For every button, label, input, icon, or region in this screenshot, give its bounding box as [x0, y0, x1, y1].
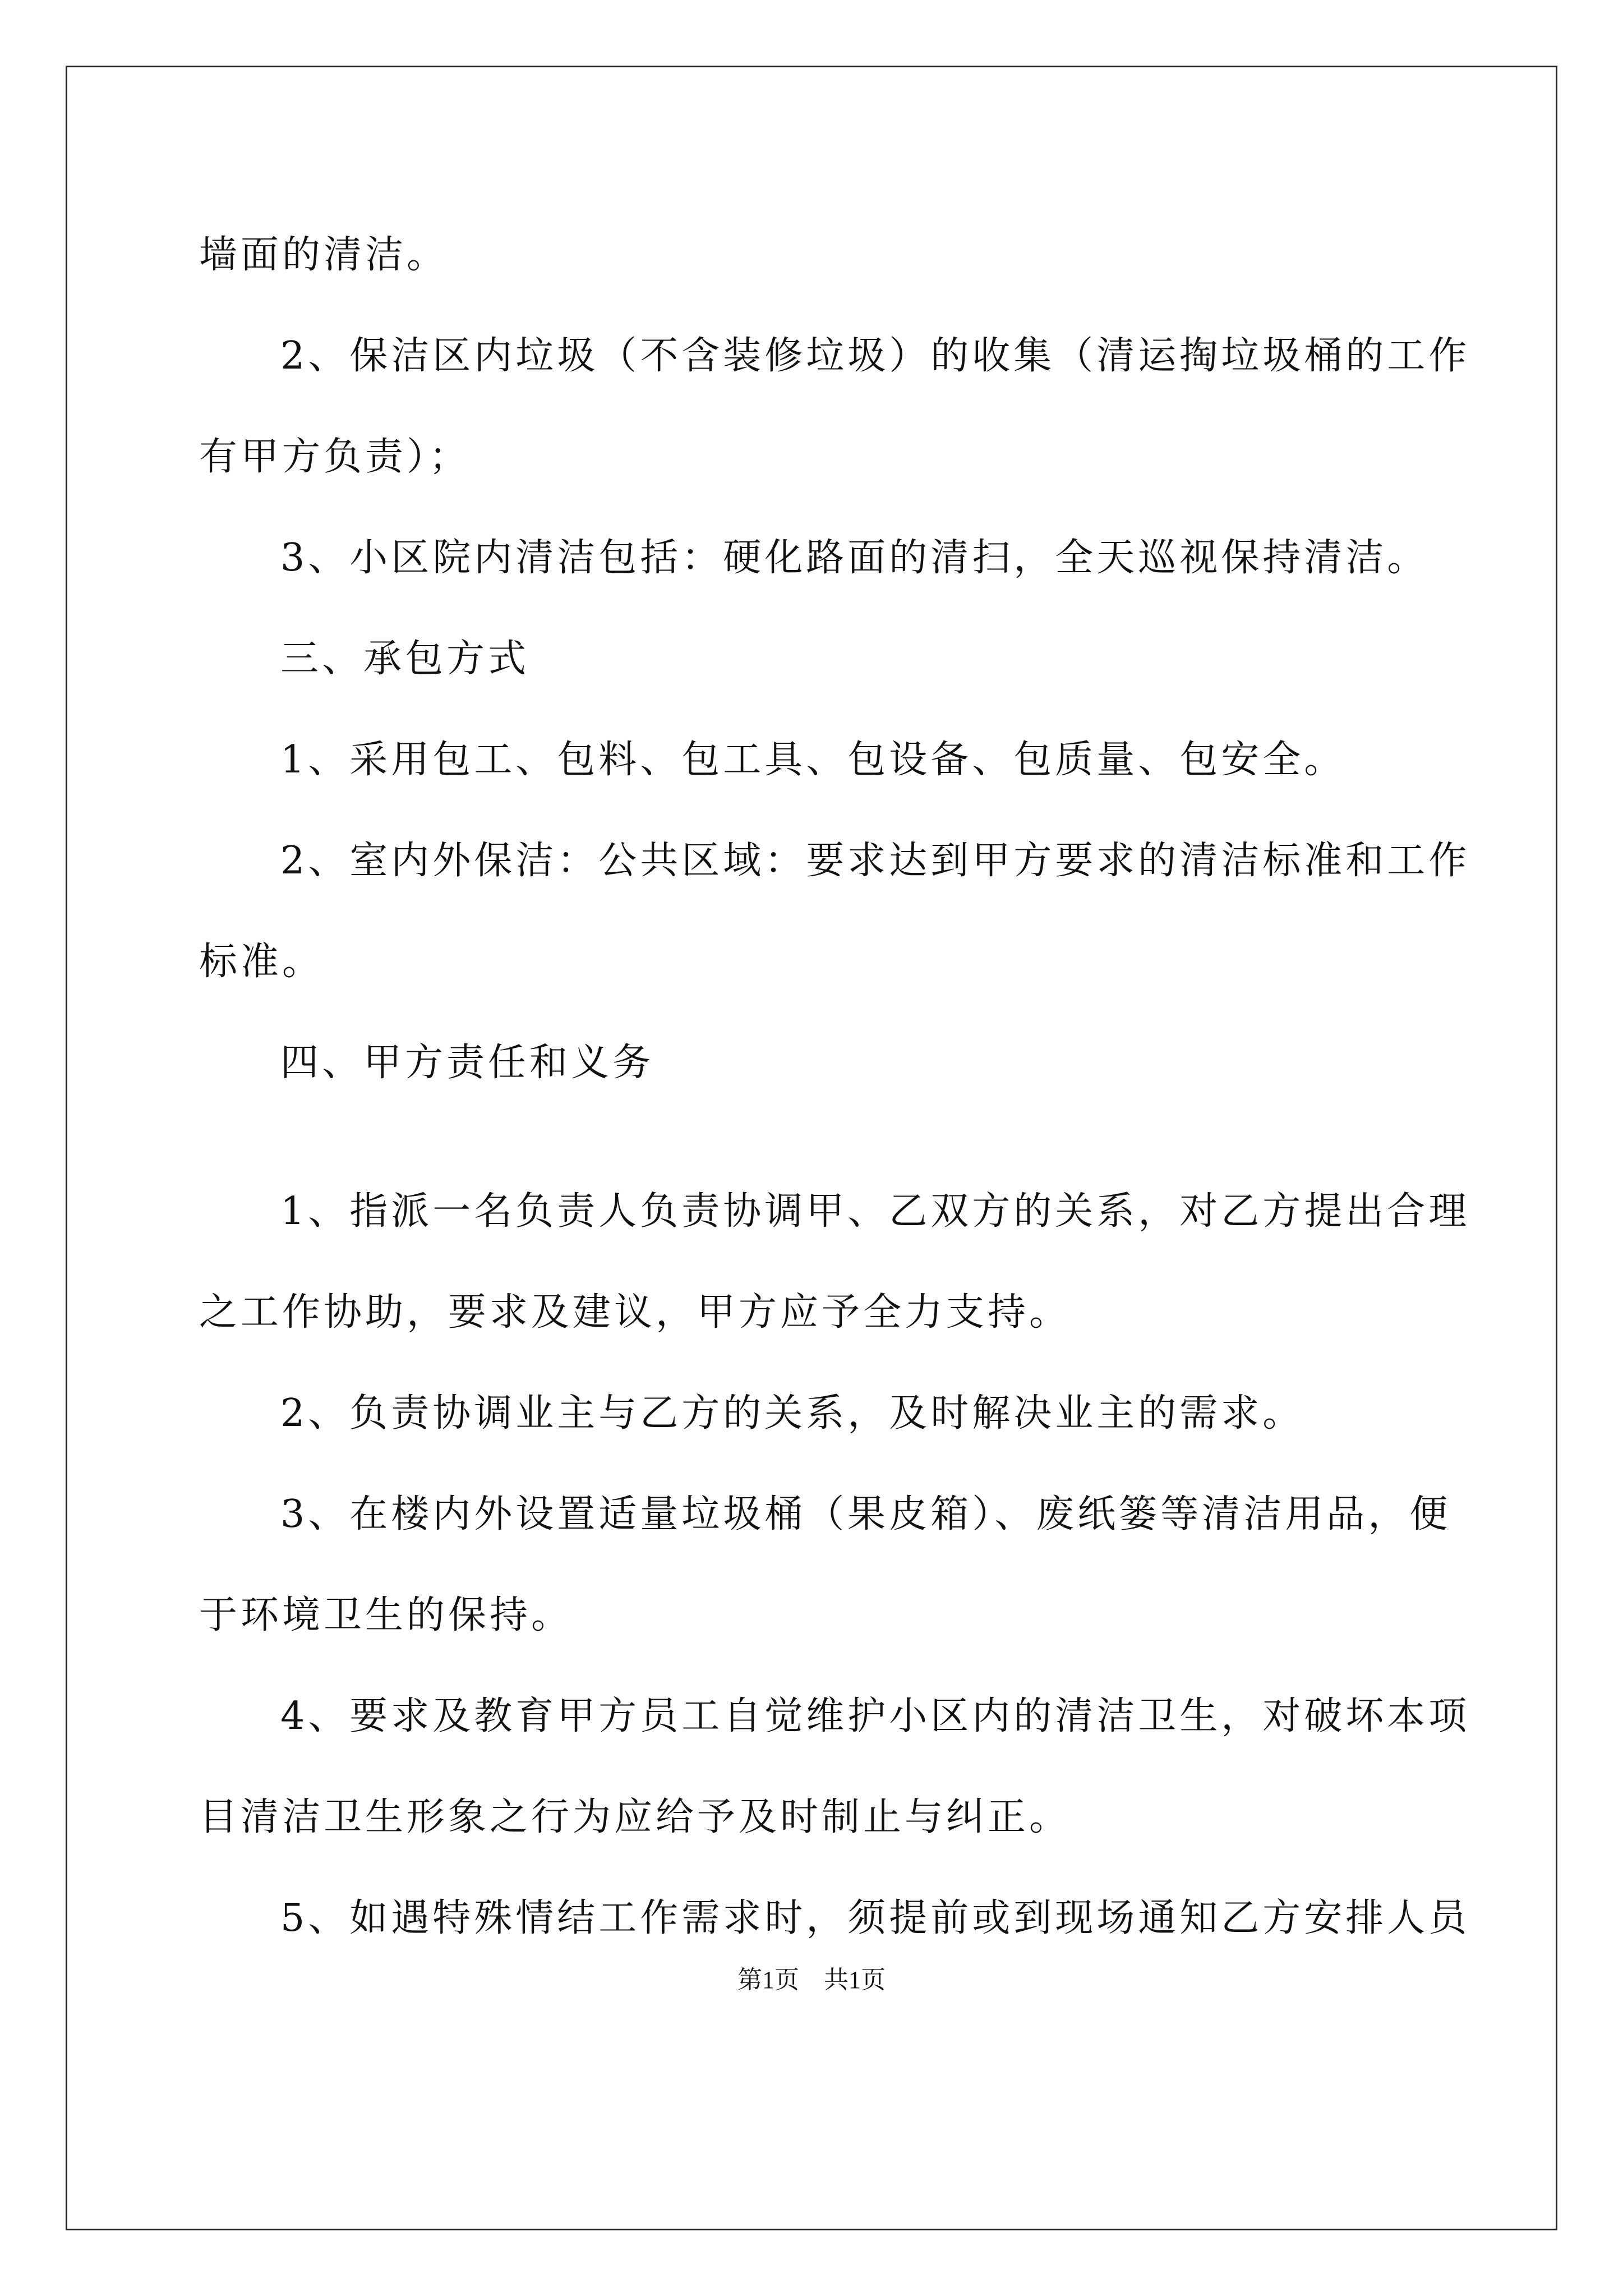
- section-heading: 四、甲方责任和义务: [280, 1041, 654, 1085]
- text-line: 标准。: [199, 940, 324, 984]
- section-heading: 三、承包方式: [280, 637, 530, 681]
- text-line: 于环境卫生的保持。: [199, 1593, 573, 1637]
- text-line: 1、采用包工、包料、包工具、包设备、包质量、包安全。: [280, 738, 1346, 782]
- text-line: 3、小区院内清洁包括：硬化路面的清扫，全天巡视保持清洁。: [280, 536, 1429, 580]
- text-line: 墙面的清洁。: [199, 233, 449, 277]
- text-line: 5、如遇特殊情结工作需求时，须提前或到现场通知乙方安排人员: [280, 1896, 1470, 1940]
- text-line: 2、保洁区内垃圾（不含装修垃圾）的收集（清运掏垃圾桶的工作: [280, 334, 1470, 378]
- page-footer: 第1页 共1页: [737, 1966, 886, 1994]
- text-line: 目清洁卫生形象之行为应给予及时制止与纠正。: [199, 1795, 1071, 1839]
- text-line: 2、室内外保洁：公共区域：要求达到甲方要求的清洁标准和工作: [280, 839, 1470, 883]
- text-line: 有甲方负责）；: [199, 435, 471, 479]
- text-line: 2、负责协调业主与乙方的关系，及时解决业主的需求。: [280, 1391, 1304, 1435]
- text-line: 3、在楼内外设置适量垃圾桶（果皮箱）、废纸篓等清洁用品，便: [280, 1492, 1451, 1536]
- text-line: 4、要求及教育甲方员工自觉维护小区内的清洁卫生，对破坏本项: [280, 1694, 1470, 1738]
- text-line: 1、指派一名负责人负责协调甲、乙双方的关系，对乙方提出合理: [280, 1189, 1470, 1234]
- text-line: 之工作协助，要求及建议，甲方应予全力支持。: [199, 1290, 1071, 1335]
